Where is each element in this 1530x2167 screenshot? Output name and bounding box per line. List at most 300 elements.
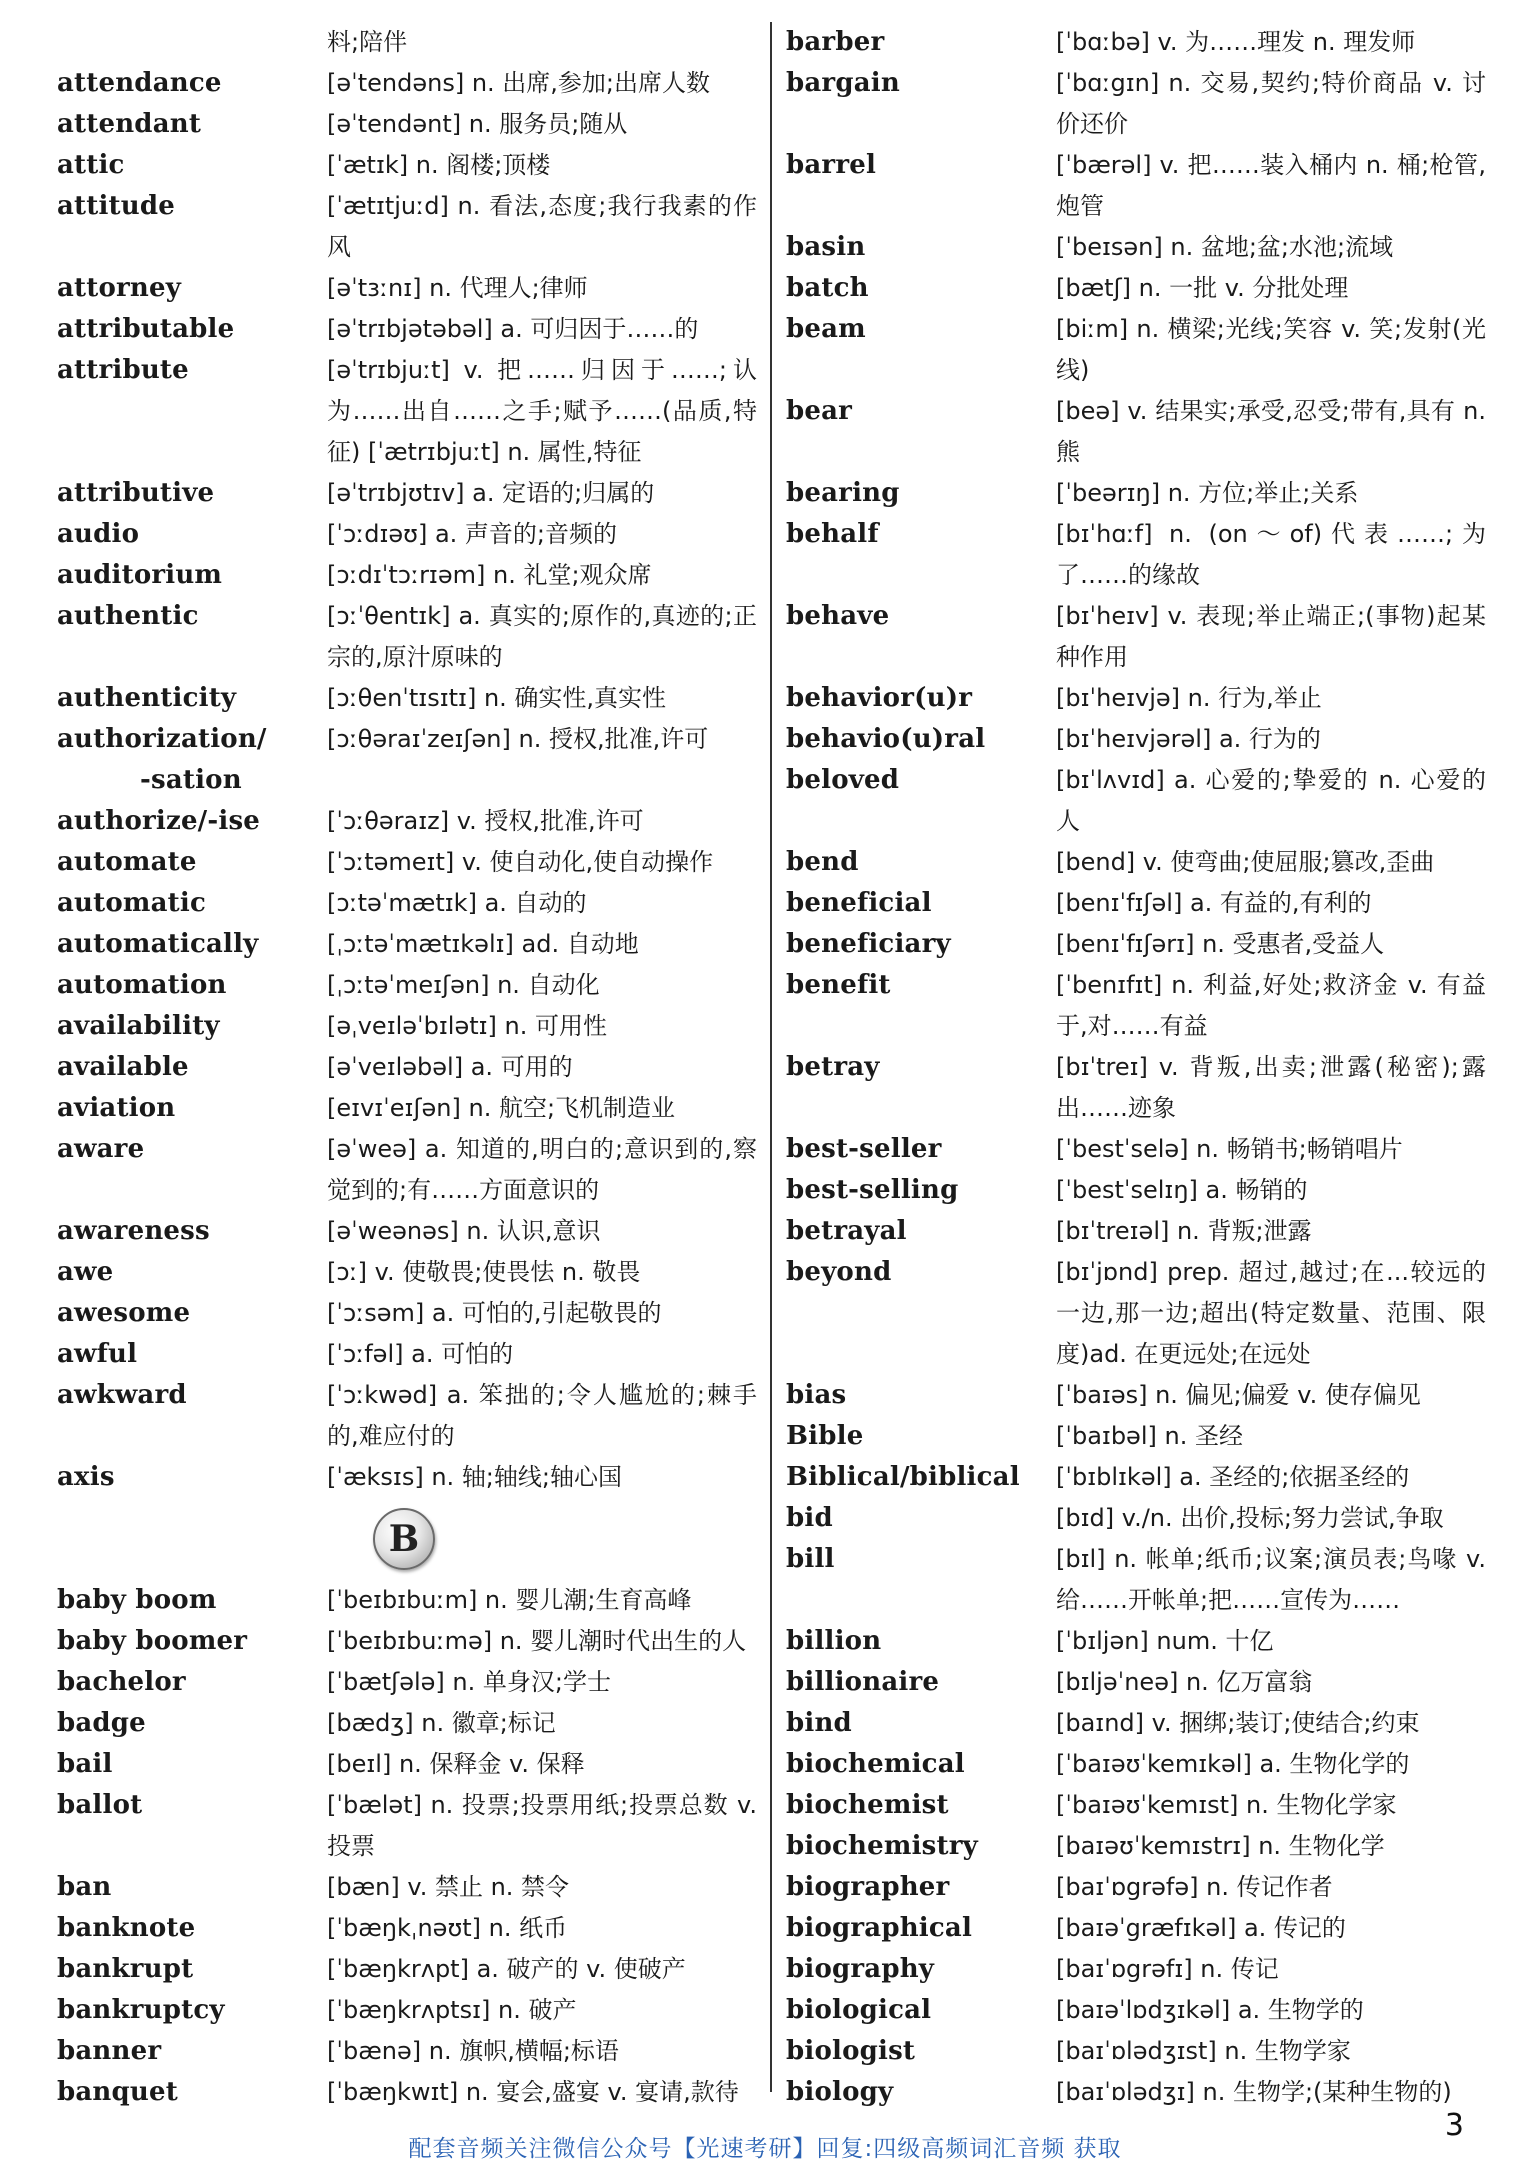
- headword-text: availability: [57, 1011, 220, 1041]
- headword-text: barrel: [786, 150, 877, 180]
- headword: [57, 1293, 327, 1334]
- headword-text: basin: [786, 232, 866, 262]
- definition: [ˈbætʃələ] n. 单身汉;学士: [327, 1668, 611, 1696]
- headword: [57, 965, 327, 1006]
- dictionary-entry: [57, 965, 757, 1006]
- headword: [57, 473, 327, 514]
- headword-text: banknote: [57, 1913, 196, 1943]
- headword-text: automatic: [57, 888, 206, 918]
- headword: [786, 1990, 1056, 2031]
- headword-text: behavio(u)ral: [786, 724, 986, 754]
- headword-text: awe: [57, 1257, 114, 1287]
- dictionary-entry: [786, 965, 1486, 1047]
- headword-text: beloved: [786, 765, 900, 795]
- dictionary-entry: [786, 1949, 1486, 1990]
- headword-text: available: [57, 1052, 189, 1082]
- definition: [əˈtrɪbjuːt] v. 把……归因于……;认为……出自……之手;赋予……(品质,特征) [ˈætrɪbjuːt] n. 属性,特征: [327, 356, 757, 466]
- headword: [57, 1047, 327, 1088]
- dictionary-entry: [786, 1375, 1486, 1416]
- dictionary-entry: [786, 883, 1486, 924]
- headword-text: betray: [786, 1052, 880, 1082]
- definition: [ˈbælət] n. 投票;投票用纸;投票总数 v. 投票: [327, 1791, 757, 1860]
- headword: [786, 965, 1056, 1006]
- headword: [786, 719, 1056, 760]
- dictionary-entry: [57, 1744, 757, 1785]
- entry-list-b: [57, 1580, 757, 2113]
- definition: [əˈtɜːnɪ] n. 代理人;律师: [327, 274, 588, 302]
- dictionary-entry: [786, 760, 1486, 842]
- definition: [baɪˈɒgrəfə] n. 传记作者: [1056, 1873, 1333, 1901]
- definition: [ˈbeɪbɪbuːmə] n. 婴儿潮时代出生的人: [327, 1627, 747, 1655]
- definition: [ɔːtəˈmætɪk] a. 自动的: [327, 889, 587, 917]
- headword: [786, 924, 1056, 965]
- headword: [786, 22, 1056, 63]
- definition: [əˈveɪləbəl] a. 可用的: [327, 1053, 573, 1081]
- definition: [ˈbestˈselɪŋ] a. 畅销的: [1056, 1176, 1308, 1204]
- entry-list-right: [786, 22, 1486, 2113]
- headword-text: authentic: [57, 601, 199, 631]
- dictionary-entry: [786, 1990, 1486, 2031]
- headword-text: axis: [57, 1462, 115, 1492]
- dictionary-entry: [57, 555, 757, 596]
- headword-text: biography: [786, 1954, 935, 1984]
- definition: [ɔːdɪˈtɔːrɪəm] n. 礼堂;观众席: [327, 561, 652, 589]
- headword: [786, 1129, 1056, 1170]
- dictionary-entry: [57, 1375, 757, 1457]
- headword: [57, 1580, 327, 1621]
- definition: [bɪˈtreɪəl] n. 背叛;泄露: [1056, 1217, 1312, 1245]
- dictionary-entry: [57, 801, 757, 842]
- section-letter-badge: B: [373, 1508, 435, 1570]
- dictionary-entry: [786, 1416, 1486, 1457]
- definition: [ˌɔːtəˈmætɪkəlɪ] ad. 自动地: [327, 930, 639, 958]
- definition: [ˈbɑːgɪn] n. 交易,契约;特价商品 v. 讨价还价: [1056, 69, 1486, 138]
- headword-text: authenticity: [57, 683, 237, 713]
- dictionary-entry: [57, 1621, 757, 1662]
- headword: [57, 104, 327, 145]
- headword: [57, 63, 327, 104]
- headword: [786, 1252, 1056, 1293]
- headword-text: attorney: [57, 273, 182, 303]
- definition: [ɔː] v. 使敬畏;使畏怯 n. 敬畏: [327, 1258, 641, 1286]
- definition: [ɔːθəraɪˈzeɪʃən] n. 授权,批准,许可: [327, 725, 709, 753]
- definition: [benɪˈfɪʃəl] a. 有益的,有利的: [1056, 889, 1372, 917]
- dictionary-entry: [786, 678, 1486, 719]
- definition: [baɪnd] v. 捆绑;装订;使结合;约束: [1056, 1709, 1420, 1737]
- headword: [786, 1703, 1056, 1744]
- headword: [57, 145, 327, 186]
- dictionary-entry: [786, 1129, 1486, 1170]
- dictionary-entry: [786, 2072, 1486, 2113]
- definition: [ˈbaɪəʊˈkemɪkəl] a. 生物化学的: [1056, 1750, 1410, 1778]
- headword-text: baby boom: [57, 1585, 217, 1615]
- dictionary-entry: [57, 1990, 757, 2031]
- definition: [ˈɔːθəraɪz] v. 授权,批准,许可: [327, 807, 644, 835]
- dictionary-entry: [57, 473, 757, 514]
- headword-continuation: -sation: [140, 765, 242, 795]
- headword-text: betrayal: [786, 1216, 907, 1246]
- headword-text: automate: [57, 847, 197, 877]
- headword-text: biochemist: [786, 1790, 949, 1820]
- dictionary-entry: [786, 1539, 1486, 1621]
- dictionary-entry: [786, 1785, 1486, 1826]
- headword-text: beneficial: [786, 888, 932, 918]
- definition: [əˈtendəns] n. 出席,参加;出席人数: [327, 69, 711, 97]
- dictionary-entry: [57, 1129, 757, 1211]
- headword-text: barber: [786, 27, 885, 57]
- definition: [bɪljəˈneə] n. 亿万富翁: [1056, 1668, 1313, 1696]
- headword: [786, 678, 1056, 719]
- dictionary-entry: [786, 514, 1486, 596]
- headword: [786, 2072, 1056, 2113]
- definition: [beɪl] n. 保释金 v. 保释: [327, 1750, 585, 1778]
- headword: [57, 186, 327, 227]
- headword: [786, 1211, 1056, 1252]
- headword-text: awesome: [57, 1298, 191, 1328]
- headword: [786, 1949, 1056, 1990]
- dictionary-entry: [786, 1908, 1486, 1949]
- definition: [əˈtrɪbjʊtɪv] a. 定语的;归属的: [327, 479, 655, 507]
- definition: [ˈbæŋkˌnəʊt] n. 纸币: [327, 1914, 568, 1942]
- headword: [57, 1662, 327, 1703]
- headword-text: biological: [786, 1995, 932, 2025]
- headword: [57, 2072, 327, 2113]
- headword: [57, 1252, 327, 1293]
- headword: [57, 801, 327, 842]
- headword: [57, 1949, 327, 1990]
- headword: [786, 63, 1056, 104]
- headword: [57, 883, 327, 924]
- dictionary-entry: [57, 1580, 757, 1621]
- definition: [əˈweə] a. 知道的,明白的;意识到的,察觉到的;有……方面意识的: [327, 1135, 757, 1204]
- dictionary-entry: [57, 1662, 757, 1703]
- headword-text: awful: [57, 1339, 138, 1369]
- dictionary-entry: [57, 1785, 757, 1867]
- headword: [57, 1908, 327, 1949]
- definition: [ˈbæŋkrʌptsɪ] n. 破产: [327, 1996, 577, 2024]
- headword-text: biochemical: [786, 1749, 965, 1779]
- headword: [57, 268, 327, 309]
- definition: [ˈɔːfəl] a. 可怕的: [327, 1340, 514, 1368]
- headword: [57, 1334, 327, 1375]
- headword-text: attendant: [57, 109, 202, 139]
- headword-text: beyond: [786, 1257, 892, 1287]
- dictionary-entry: [786, 227, 1486, 268]
- headword-text: auditorium: [57, 560, 223, 590]
- headword: [786, 1457, 1056, 1498]
- headword: [57, 350, 327, 391]
- dictionary-entry: [57, 842, 757, 883]
- headword: [57, 842, 327, 883]
- continuation-text: 料;陪伴: [327, 28, 408, 56]
- definition: [baɪəˈlɒdʒɪkəl] a. 生物学的: [1056, 1996, 1364, 2024]
- headword-text: best-selling: [786, 1175, 959, 1205]
- headword-text: banner: [57, 2036, 162, 2066]
- page-number: 3: [1444, 2108, 1464, 2143]
- definition: [bend] v. 使弯曲;使屈服;篡改,歪曲: [1056, 848, 1435, 876]
- definition: [bætʃ] n. 一批 v. 分批处理: [1056, 274, 1349, 302]
- dictionary-entry: [57, 104, 757, 145]
- headword-text: behalf: [786, 519, 879, 549]
- left-column: [57, 22, 757, 2113]
- definition: [baɪˈɒgrəfɪ] n. 传记: [1056, 1955, 1279, 1983]
- definition: [ˈæksɪs] n. 轴;轴线;轴心国: [327, 1463, 622, 1491]
- headword: [786, 1375, 1056, 1416]
- dictionary-entry: [786, 1498, 1486, 1539]
- headword: [786, 1744, 1056, 1785]
- dictionary-entry: [786, 1867, 1486, 1908]
- headword: [786, 596, 1056, 637]
- dictionary-entry: [786, 63, 1486, 145]
- definition: [ˈætɪtjuːd] n. 看法,态度;我行我素的作风: [327, 192, 757, 261]
- headword-text: attitude: [57, 191, 175, 221]
- dictionary-entry: [786, 1621, 1486, 1662]
- headword: [786, 473, 1056, 514]
- headword-text: bankrupt: [57, 1954, 194, 1984]
- definition: [əˈtrɪbjətəbəl] a. 可归因于……的: [327, 315, 699, 343]
- definition: [əˈweənəs] n. 认识,意识: [327, 1217, 601, 1245]
- dictionary-entry: [786, 1662, 1486, 1703]
- dictionary-entry: [57, 883, 757, 924]
- headword-text: bearing: [786, 478, 900, 508]
- headword-text: batch: [786, 273, 869, 303]
- entry-list-a: [57, 63, 757, 1498]
- dictionary-entry: [57, 350, 757, 473]
- headword: [786, 883, 1056, 924]
- definition: [əˌveɪləˈbɪlətɪ] n. 可用性: [327, 1012, 608, 1040]
- headword-text: benefit: [786, 970, 891, 1000]
- headword: [57, 1744, 327, 1785]
- definition: [ˈbænə] n. 旗帜,横幅;标语: [327, 2037, 619, 2065]
- definition: [bæn] v. 禁止 n. 禁令: [327, 1873, 570, 1901]
- dictionary-entry: [57, 2031, 757, 2072]
- dictionary-entry: [57, 1047, 757, 1088]
- definition: [beə] v. 结果实;承受,忍受;带有,具有 n. 熊: [1056, 397, 1486, 466]
- definition: [əˈtendənt] n. 服务员;随从: [327, 110, 628, 138]
- definition: [ˈɔːdɪəʊ] a. 声音的;音频的: [327, 520, 618, 548]
- dictionary-entry: [786, 1703, 1486, 1744]
- definition: [bɪˈheɪvjə] n. 行为,举止: [1056, 684, 1322, 712]
- definition: [bɪˈhɑːf] n. (on～of)代表……;为了……的缘故: [1056, 520, 1486, 589]
- headword-text: aviation: [57, 1093, 176, 1123]
- dictionary-entry: [57, 268, 757, 309]
- headword: [786, 1539, 1056, 1580]
- dictionary-entry: [786, 309, 1486, 391]
- definition: [bɪl] n. 帐单;纸币;议案;演员表;鸟喙 v. 给……开帐单;把……宣传为……: [1056, 1545, 1486, 1614]
- headword: [786, 1908, 1056, 1949]
- right-column: [786, 22, 1486, 2113]
- headword: [57, 924, 327, 965]
- headword-text: biologist: [786, 2036, 916, 2066]
- definition: [ˈbɑːbə] v. 为……理发 n. 理发师: [1056, 28, 1416, 56]
- definition: [ˈɔːtəmeɪt] v. 使自动化,使自动操作: [327, 848, 714, 876]
- headword: [57, 1457, 327, 1498]
- headword: [786, 227, 1056, 268]
- headword-text: attendance: [57, 68, 222, 98]
- dictionary-entry: [57, 719, 757, 801]
- definition: [baɪəˈgræfɪkəl] a. 传记的: [1056, 1914, 1346, 1942]
- headword-text: Bible: [786, 1421, 864, 1451]
- headword: [786, 1867, 1056, 1908]
- headword-text: bear: [786, 396, 853, 426]
- headword-text: awareness: [57, 1216, 210, 1246]
- headword: [57, 1129, 327, 1170]
- headword-text: aware: [57, 1134, 145, 1164]
- dictionary-entry: [57, 1703, 757, 1744]
- dictionary-entry: [786, 1457, 1486, 1498]
- headword-text: bail: [57, 1749, 113, 1779]
- dictionary-entry: [786, 145, 1486, 227]
- dictionary-entry: [57, 924, 757, 965]
- headword-text: authorize/-ise: [57, 806, 261, 836]
- headword-text: biographical: [786, 1913, 973, 1943]
- dictionary-entry: [786, 22, 1486, 63]
- dictionary-entry: [57, 596, 757, 678]
- definition: [ˈbæŋkwɪt] n. 宴会,盛宴 v. 宴请,款待: [327, 2078, 739, 2106]
- headword: [786, 391, 1056, 432]
- definition: [bɪd] v./n. 出价,投标;努力尝试,争取: [1056, 1504, 1444, 1532]
- headword-text: billion: [786, 1626, 882, 1656]
- headword-text: biochemistry: [786, 1831, 978, 1861]
- headword-text: ballot: [57, 1790, 143, 1820]
- headword-text: awkward: [57, 1380, 187, 1410]
- dictionary-entry: [57, 309, 757, 350]
- definition: [ˈɔːsəm] a. 可怕的,引起敬畏的: [327, 1299, 662, 1327]
- dictionary-entry: [786, 391, 1486, 473]
- headword-text: attributable: [57, 314, 235, 344]
- definition: [ˈbestˈselə] n. 畅销书;畅销唱片: [1056, 1135, 1403, 1163]
- dictionary-entry: [57, 145, 757, 186]
- definition: [benɪˈfɪʃərɪ] n. 受惠者,受益人: [1056, 930, 1385, 958]
- headword-text: automatically: [57, 929, 259, 959]
- definition: [ˈbaɪbəl] n. 圣经: [1056, 1422, 1243, 1450]
- definition: [ˈbaɪəs] n. 偏见;偏爱 v. 使存偏见: [1056, 1381, 1421, 1409]
- headword-text: bid: [786, 1503, 833, 1533]
- headword: [57, 514, 327, 555]
- headword: [786, 145, 1056, 186]
- headword: [57, 1703, 327, 1744]
- dictionary-entry: [57, 1293, 757, 1334]
- headword: [57, 1621, 327, 1662]
- headword: [786, 1785, 1056, 1826]
- definition: [ˈbæŋkrʌpt] a. 破产的 v. 使破产: [327, 1955, 686, 1983]
- headword: [786, 1498, 1056, 1539]
- headword: [57, 309, 327, 350]
- definition: [bædʒ] n. 徽章;标记: [327, 1709, 556, 1737]
- headword-text: baby boomer: [57, 1626, 248, 1656]
- dictionary-entry: [57, 1334, 757, 1375]
- headword: [57, 1990, 327, 2031]
- headword-text: behavior(u)r: [786, 683, 973, 713]
- headword-text: authorization/: [57, 724, 267, 754]
- dictionary-entry: [57, 1006, 757, 1047]
- definition: [bɪˈheɪv] v. 表现;举止端正;(事物)起某种作用: [1056, 602, 1486, 671]
- headword-text: automation: [57, 970, 227, 1000]
- dictionary-entry: [57, 1211, 757, 1252]
- definition: [baɪəʊˈkemɪstrɪ] n. 生物化学: [1056, 1832, 1385, 1860]
- definition: [ˈbɪljən] num. 十亿: [1056, 1627, 1274, 1655]
- definition: [ˈbeɪsən] n. 盆地;盆;水池;流域: [1056, 233, 1394, 261]
- headword-text: bachelor: [57, 1667, 186, 1697]
- headword-text: audio: [57, 519, 140, 549]
- headword: [57, 555, 327, 596]
- dictionary-entry: [786, 1170, 1486, 1211]
- dictionary-entry: [786, 1047, 1486, 1129]
- dictionary-entry: [786, 268, 1486, 309]
- headword: [786, 760, 1056, 801]
- headword-text: best-seller: [786, 1134, 942, 1164]
- dictionary-entry: [786, 842, 1486, 883]
- headword-text: bend: [786, 847, 859, 877]
- headword-text: attributive: [57, 478, 215, 508]
- headword-text: ban: [57, 1872, 112, 1902]
- definition: [ˈbeərɪŋ] n. 方位;举止;关系: [1056, 479, 1359, 507]
- headword-text: bind: [786, 1708, 852, 1738]
- headword: [57, 678, 327, 719]
- definition: [ˈɔːkwəd] a. 笨拙的;令人尴尬的;棘手的,难应付的: [327, 1381, 757, 1450]
- dictionary-entry: [57, 1252, 757, 1293]
- dictionary-entry: [786, 596, 1486, 678]
- definition: [bɪˈlʌvɪd] a. 心爱的;挚爱的 n. 心爱的人: [1056, 766, 1486, 835]
- headword: [57, 1088, 327, 1129]
- headword-text: Biblical/biblical: [786, 1462, 1020, 1492]
- definition: [ˈbɪblɪkəl] a. 圣经的;依据圣经的: [1056, 1463, 1410, 1491]
- definition: [ˈbaɪəʊˈkemɪst] n. 生物化学家: [1056, 1791, 1397, 1819]
- definition: [ɔːˈθentɪk] a. 真实的;原作的,真迹的;正宗的,原汁原味的: [327, 602, 757, 671]
- dictionary-entry: [57, 514, 757, 555]
- headword: [57, 1006, 327, 1047]
- dictionary-entry: [786, 1744, 1486, 1785]
- headword: [786, 1621, 1056, 1662]
- headword: [786, 309, 1056, 350]
- headword-text: beam: [786, 314, 866, 344]
- dictionary-entry: [57, 2072, 757, 2113]
- headword-text: bankruptcy: [57, 1995, 225, 2025]
- headword: [786, 1826, 1056, 1867]
- headword-text: biographer: [786, 1872, 950, 1902]
- definition: [bɪˈheɪvjərəl] a. 行为的: [1056, 725, 1321, 753]
- headword-text: bargain: [786, 68, 900, 98]
- headword: [786, 1662, 1056, 1703]
- continuation-entry: [57, 22, 757, 63]
- definition: [ˈætɪk] n. 阁楼;顶楼: [327, 151, 551, 179]
- dictionary-entry: [57, 1949, 757, 1990]
- headword: [786, 1047, 1056, 1088]
- dictionary-entry: [57, 1088, 757, 1129]
- definition: [ˌɔːtəˈmeɪʃən] n. 自动化: [327, 971, 600, 999]
- definition: [eɪvɪˈeɪʃən] n. 航空;飞机制造业: [327, 1094, 676, 1122]
- headword: [57, 596, 327, 637]
- dictionary-entry: [57, 1908, 757, 1949]
- headword-text: beneficiary: [786, 929, 951, 959]
- headword-text: behave: [786, 601, 890, 631]
- headword: [57, 1785, 327, 1826]
- headword: [786, 1170, 1056, 1211]
- headword: [786, 842, 1056, 883]
- definition: [ˈbenɪfɪt] n. 利益,好处;救济金 v. 有益于,对……有益: [1056, 971, 1486, 1040]
- headword-text: biology: [786, 2077, 894, 2107]
- section-marker: [57, 1498, 757, 1580]
- headword-text: billionaire: [786, 1667, 940, 1697]
- headword: [786, 514, 1056, 555]
- dictionary-entry: [786, 2031, 1486, 2072]
- dictionary-entry: [786, 719, 1486, 760]
- column-divider: [770, 22, 772, 2092]
- definition: [bɪˈjɒnd] prep. 超过,越过;在...较远的一边,那一边;超出(特定数量、范围、限度)ad. 在更远处;在远处: [1056, 1258, 1486, 1368]
- headword: [786, 2031, 1056, 2072]
- headword: [57, 1867, 327, 1908]
- headword: [57, 719, 327, 801]
